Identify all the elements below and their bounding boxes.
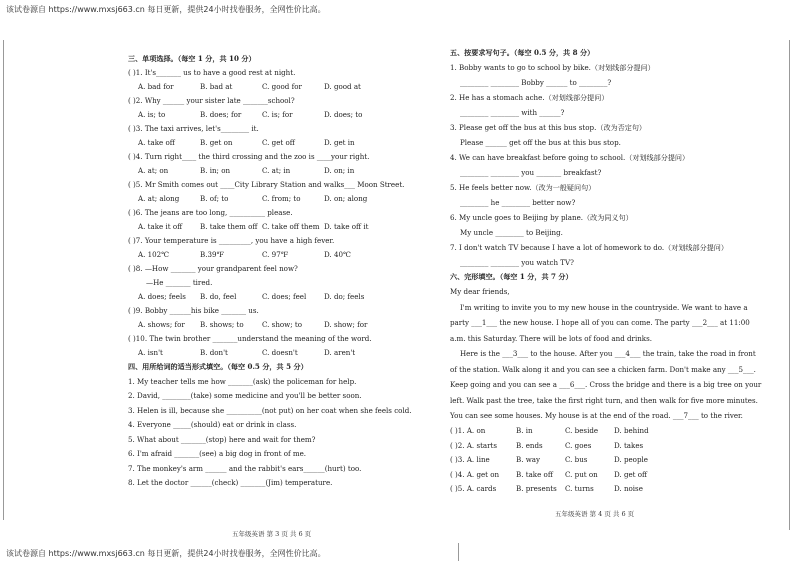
rewrite-answer: Please ______ get off the bus at this bus stop. bbox=[460, 137, 621, 147]
page-4-footer: 五年级英语 第 4 页 共 6 页 bbox=[555, 510, 635, 518]
rewrite-prompt: 5. He feels better now.（改为一般疑问句） bbox=[450, 182, 596, 192]
rewrite-prompt: 6. My uncle goes to Beijing by plane.（改为同义句） bbox=[450, 212, 633, 222]
mc-4 bbox=[128, 150, 400, 178]
mc-question: ( )10. The twin brother _______understand the meaning of the word. bbox=[128, 334, 372, 344]
fill-item: 2. David, ________(take) some medicine and you'll be better soon. bbox=[128, 391, 362, 401]
scan-edge-left bbox=[3, 40, 4, 520]
watermark-top: 该试卷源自 https://www.mxsj663.cn 每日更新，提供24小时找卷服务，全网性价比高。 bbox=[6, 5, 326, 14]
fill-item: 8. Let the doctor ______(check) _______(Jim) temperature. bbox=[128, 478, 333, 488]
passage-line: a.m. this Saturday. There will be lots of food and drinks. bbox=[450, 333, 652, 343]
mc-options: A. shows; for B. shows; to C. show; to D. show; for bbox=[138, 320, 368, 330]
passage-line: Here is the ___3___ to the house. After you ___4___ the train, take the road in front bbox=[460, 349, 756, 359]
fill-item: 6. I'm afraid _______(see) a big dog in front of me. bbox=[128, 449, 307, 459]
rewrite-prompt: 7. I don't watch TV because I have a lot of homework to do.（对划线部分提问） bbox=[450, 242, 728, 252]
section-3-title: 三、单项选择。（每空 1 分，共 10 分） bbox=[128, 54, 256, 64]
mc-5 bbox=[128, 178, 405, 206]
letter-greeting: My dear friends, bbox=[450, 287, 510, 297]
cloze-item: ( )3. A. line B. way C. bus D. people bbox=[450, 455, 648, 465]
mc-8 bbox=[128, 262, 400, 304]
mc-question: ( )5. Mr Smith comes out ____City Library Station and walks___ Moon Street. bbox=[128, 180, 405, 190]
mc-options: A. bad for B. bad at C. good for D. good at bbox=[138, 82, 361, 92]
rewrite-answer: ________ ________ you _______ breakfast? bbox=[460, 167, 602, 177]
page-3-footer: 五年级英语 第 3 页 共 6 页 bbox=[232, 530, 312, 538]
fill-item: 1. My teacher tells me how _______(ask) the policeman for help. bbox=[128, 376, 357, 386]
mc-question: ( )9. Bobby ______his bike _______ us. bbox=[128, 306, 259, 316]
rewrite-prompt: 2. He has a stomach ache.（对划线部分提问） bbox=[450, 92, 609, 102]
cloze-item: ( )1. A. on B. in C. beside D. behind bbox=[450, 426, 649, 436]
cloze-item: ( )5. A. cards B. presents C. turns D. noise bbox=[450, 484, 643, 494]
mc-options: A. take off B. get on C. get off D. get in bbox=[138, 138, 355, 148]
mc-question: ( )8. —How _______ your grandparent feel now? bbox=[128, 264, 298, 274]
rewrite-answer: ________ he ________ better now? bbox=[460, 197, 576, 207]
mc-options: A. does; feels B. do, feel C. does; feel D. do; feels bbox=[138, 292, 365, 302]
rewrite-answer: My uncle ________ to Beijing. bbox=[460, 227, 563, 237]
rewrite-prompt: 3. Please get off the bus at this bus stop.（改为否定句） bbox=[450, 122, 647, 132]
rewrite-answer: ________ ________ you watch TV? bbox=[460, 257, 574, 267]
mc-question: ( )1. It's_______ us to have a good rest at night. bbox=[128, 68, 296, 78]
passage-line: I'm writing to invite you to my new house in the countryside. We want to have a bbox=[460, 302, 748, 312]
mc-3 bbox=[128, 122, 400, 150]
passage-line: party ___1___ the new house. I hope all of you can come. The party ___2___ at 11:00 bbox=[450, 318, 750, 328]
section-5-title: 五、按要求写句子。（每空 0.5 分，共 8 分） bbox=[450, 48, 595, 58]
mc-2 bbox=[128, 94, 400, 122]
page-4 bbox=[450, 46, 762, 496]
fill-item: 4. Everyone _____(should) eat or drink in class. bbox=[128, 420, 297, 430]
mc-question: ( )4. Turn right____ the third crossing and the zoo is ____your right. bbox=[128, 152, 370, 162]
mc-6 bbox=[128, 206, 400, 234]
section-4-title: 四、用所给词的适当形式填空。（每空 0.5 分，共 5 分） bbox=[128, 362, 308, 372]
cloze-item: ( )2. A. starts B. ends C. goes D. takes bbox=[450, 440, 644, 450]
mc-options: A. is; to B. does; for C. is; for D. does; to bbox=[138, 110, 363, 120]
fill-item: 3. Helen is ill, because she __________(not put) on her coat when she feels cold. bbox=[128, 405, 412, 415]
mc-question: ( )2. Why ______ your sister late _______school? bbox=[128, 96, 295, 106]
passage-line: of the station. Walk along it and you can see a chicken farm. Don't make any ___5___. bbox=[450, 364, 756, 374]
mc-options: A. take it off B. take them off C. take off them D. take off it bbox=[138, 222, 369, 232]
mc-question-line2: —He _______ tired. bbox=[146, 278, 213, 288]
page-3 bbox=[128, 52, 412, 490]
rewrite-prompt: 1. Bobby wants to go to school by bike.（对划线部分提问） bbox=[450, 62, 655, 72]
scan-edge-right bbox=[789, 40, 790, 530]
mc-7 bbox=[128, 234, 400, 262]
mc-options: A. at; on B. in; on C. at; in D. on; in bbox=[138, 166, 355, 176]
mc-question: ( )6. The jeans are too long, __________ please. bbox=[128, 208, 293, 218]
rewrite-answer: ________ ________ with ______? bbox=[460, 107, 565, 117]
fill-item: 5. What about _______(stop) here and wait for them? bbox=[128, 434, 316, 444]
cloze-item: ( )4. A. get on B. take off C. put on D. get off bbox=[450, 469, 648, 479]
passage-line: left. Walk past the tree, take the first right turn, and then walk for five more minutes. bbox=[450, 395, 758, 405]
passage-line: You can see some houses. My house is at the end of the road. ___7___ to the river. bbox=[450, 411, 743, 421]
mc-1 bbox=[128, 66, 400, 94]
rewrite-prompt: 4. We can have breakfast before going to school.（对划线部分提问） bbox=[450, 152, 690, 162]
mc-10 bbox=[128, 332, 400, 360]
mc-9 bbox=[128, 304, 400, 332]
mc-question: ( )3. The taxi arrives, let's________ it. bbox=[128, 124, 259, 134]
mc-options: A. isn't B. don't C. doesn't D. aren't bbox=[138, 348, 356, 358]
watermark-bottom: 该试卷源自 https://www.mxsj663.cn 每日更新，提供24小时找卷服务，全网性价比高。 bbox=[6, 549, 326, 558]
fold-mark bbox=[458, 543, 459, 561]
mc-question: ( )7. Your temperature is _________, you have a high fever. bbox=[128, 236, 335, 246]
section-6-title: 六、完形填空。（每空 1 分，共 7 分） bbox=[450, 272, 573, 282]
mc-options: A. 102℃ B.39℉ C. 97℉ D. 40℃ bbox=[138, 250, 351, 260]
fill-item: 7. The monkey's arm ______ and the rabbit's ears______(hurt) too. bbox=[128, 463, 362, 473]
rewrite-answer: ________ ________ Bobby ______ to ________? bbox=[460, 77, 612, 87]
passage-line: Keep going and you can see a ___6___. Cross the bridge and there is a big tree on your bbox=[450, 380, 762, 390]
mc-options: A. at; along B. of; to C. from; to D. on; along bbox=[138, 194, 368, 204]
